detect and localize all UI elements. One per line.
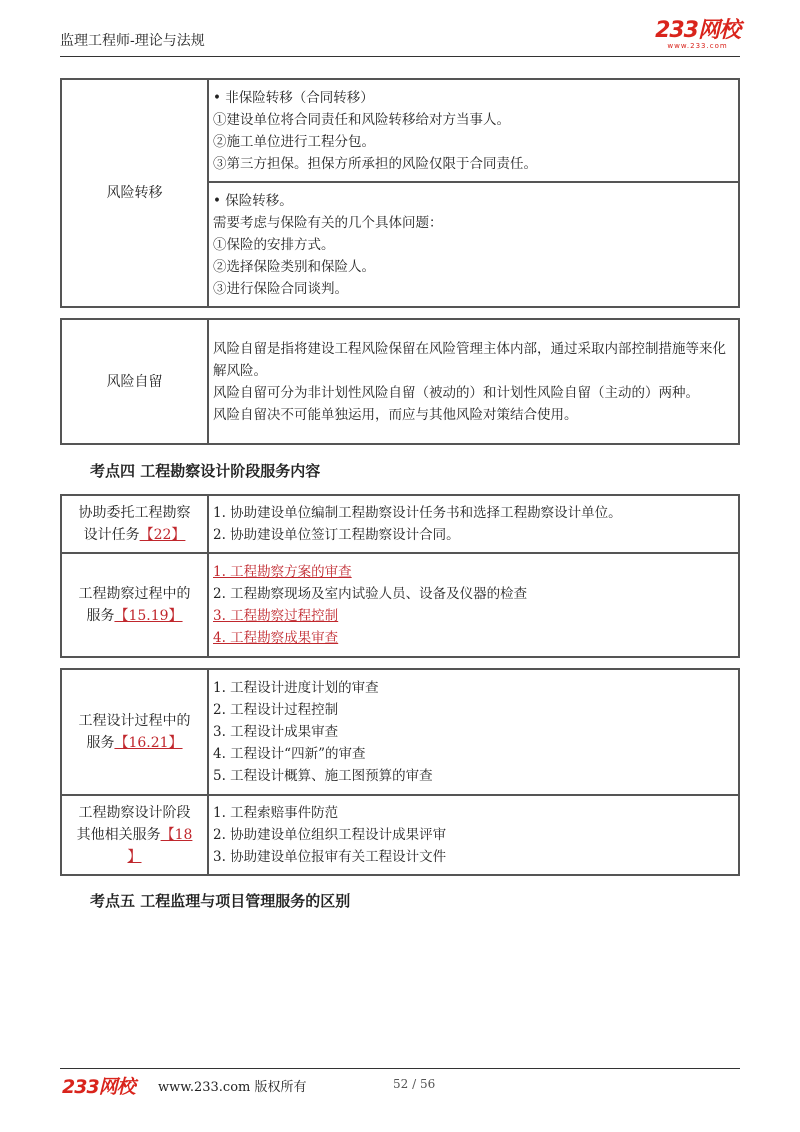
label-text: 其他相关服务 [76,827,161,843]
content-line: 3. 工程设计成果审查 [213,724,339,740]
label-line: 工程勘察设计阶段 [78,805,191,821]
logo-url: www.233.com [667,42,728,50]
non-insurance-transfer-cell [208,79,739,182]
label-line: 工程勘察过程中的 [78,586,191,602]
label-text: 服务 [86,735,115,751]
label-line: 协助委托工程勘察 [78,505,191,521]
label-line [66,605,203,627]
label-text: 设计任务 [83,527,140,543]
risk-retention-table [60,318,740,445]
exam-ref-link[interactable]: 】 [127,849,142,865]
content-line: • 非保险转移（合同转移） [213,89,374,106]
label-text: 服务 [86,608,115,624]
label-line [66,524,203,546]
content-line: 风险自留可分为非计划性风险自留（被动的）和计划性风险自留（主动的）两种。 [213,384,699,401]
exam-ref-link[interactable]: 【22】 [139,527,186,543]
label-line [66,732,203,754]
insurance-transfer-cell [208,182,739,307]
content-line: 2. 协助建设单位签订工程勘察设计合同。 [213,527,460,543]
highlighted-line[interactable]: 3. 工程勘察过程控制 [213,608,339,624]
content-line: ①保险的安排方式。 [213,236,335,253]
risk-retention-cell [208,319,739,444]
section-heading-4: 考点四 工程勘察设计阶段服务内容 [90,462,321,480]
content-line: 2. 工程勘察现场及室内试验人员、设备及仪器的检查 [213,586,528,602]
survey-design-table-1 [60,494,740,658]
section-heading-5: 考点五 工程监理与项目管理服务的区别 [90,892,351,910]
content-line: 3. 协助建设单位报审有关工程设计文件 [213,849,447,865]
content-line: 2. 协助建设单位组织工程设计成果评审 [213,827,447,843]
page-number: 52 / 56 [393,1077,436,1091]
content-line: 5. 工程设计概算、施工图预算的审查 [213,768,433,784]
logo-text: 233网校 [655,18,740,43]
content-line: 4. 工程设计“四新”的审查 [213,746,366,762]
label-line: 工程设计过程中的 [78,713,191,729]
content-line: • 保险转移。 [213,192,293,209]
label-line [66,846,203,868]
content-line: 2. 工程设计过程控制 [213,702,339,718]
other-services-cell [208,795,739,875]
content-line: ①建设单位将合同责任和风险转移给对方当事人。 [213,111,510,128]
brand-logo[interactable] [655,20,740,50]
content-line: ③第三方担保。担保方所承担的风险仅限于合同责任。 [213,155,537,172]
header-divider [60,56,740,57]
label-line [66,824,203,846]
footer-copyright: www.233.com 版权所有 [158,1080,307,1095]
content-line: ②选择保险类别和保险人。 [213,258,375,275]
content-line: 风险自留是指将建设工程风险保留在风险管理主体内部，通过采取内部控制措施等来化解风险。 [213,340,726,379]
highlighted-line[interactable]: 1. 工程勘察方案的审查 [213,564,352,580]
content-line: ②施工单位进行工程分包。 [213,133,375,150]
content-line: 需要考虑与保险有关的几个具体问题： [213,214,443,231]
footer-logo[interactable]: 233网校 [62,1076,135,1098]
risk-transfer-label: 风险转移 [61,79,208,307]
assist-entrust-cell [208,495,739,553]
highlighted-line[interactable]: 4. 工程勘察成果审查 [213,630,339,646]
header-title: 监理工程师-理论与法规 [60,33,205,49]
design-process-cell [208,669,739,795]
exam-ref-link[interactable]: 【18 [160,827,193,843]
exam-ref-link[interactable]: 【16.21】 [114,735,183,751]
content-line: 1. 协助建设单位编制工程勘察设计任务书和选择工程勘察设计单位。 [213,505,622,521]
risk-transfer-table [60,78,740,308]
survey-process-cell [208,553,739,657]
risk-retention-label: 风险自留 [61,319,208,444]
survey-process-label [61,553,208,657]
footer-divider [60,1068,740,1069]
assist-entrust-label [61,495,208,553]
design-process-label [61,669,208,795]
exam-ref-link[interactable]: 【15.19】 [114,608,183,624]
content-line: 风险自留决不可能单独运用，而应与其他风险对策结合使用。 [213,406,578,423]
other-services-label [61,795,208,875]
content-line: ③进行保险合同谈判。 [213,280,348,297]
content-line: 1. 工程设计进度计划的审查 [213,680,379,696]
survey-design-table-2 [60,668,740,876]
content-line: 1. 工程索赔事件防范 [213,805,339,821]
